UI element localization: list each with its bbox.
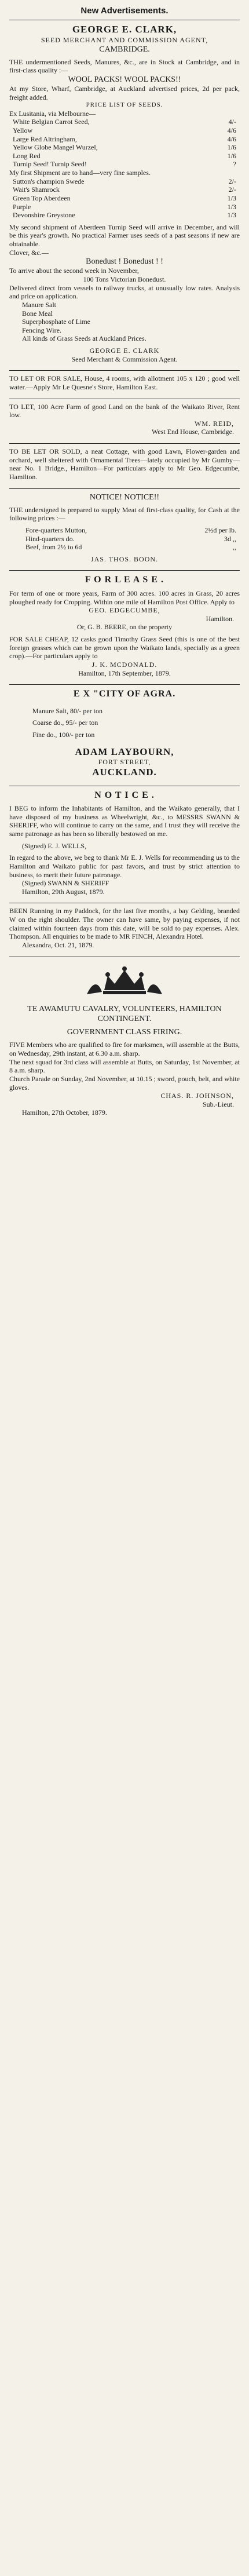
shipment-note: My first Shipment are to hand—very fine samples. bbox=[9, 169, 151, 177]
cavalry-subtitle: GOVERNMENT CLASS FIRING. bbox=[67, 1028, 182, 1037]
clark-signature: GEORGE E. CLARK bbox=[89, 346, 160, 355]
second-shipment: My second shipment of Aberdeen Turnip Seed will arrive in December, and will be this year's growth. No practical Farmer uses seeds of a past seasons if new are obtainable. bbox=[9, 222, 240, 249]
list-item: Sutton's champion Swede 2/- bbox=[13, 177, 236, 185]
gelding-date: Alexandra, Oct. 21, 1879. bbox=[22, 940, 94, 949]
seed-list bbox=[9, 118, 240, 169]
lease-signature: GEO. EDGECUMBE, bbox=[89, 606, 160, 615]
list-item: Purple 1/3 bbox=[13, 202, 236, 211]
list-item: Manure Salt, 80/- per ton bbox=[32, 706, 102, 715]
agra-price-list bbox=[9, 707, 240, 739]
lease-signature-place: Hamilton. bbox=[206, 614, 234, 623]
clover-note: Clover, &c.— bbox=[9, 248, 49, 257]
wheelwright-signed: (Signed) E. J. WELLS, bbox=[22, 841, 87, 850]
list-item: Fine do., 100/- per ton bbox=[32, 730, 95, 739]
section-header: New Advertisements. bbox=[9, 3, 240, 20]
clark-name: GEORGE E. CLARK, bbox=[72, 24, 177, 35]
cottage-ad bbox=[9, 444, 240, 489]
list-item: Coarse do., 95/- per ton bbox=[32, 718, 98, 727]
list-item: All kinds of Grass Seeds at Auckland Prices. bbox=[22, 334, 147, 343]
agra-signature-city: AUCKLAND. bbox=[92, 766, 157, 778]
price-intro: Ex Lusitania, via Melbourne— bbox=[9, 109, 96, 118]
clark-ad bbox=[9, 20, 240, 371]
meat-price-list bbox=[9, 526, 240, 552]
list-item: Devonshire Greystone 1/3 bbox=[13, 211, 236, 220]
gelding-body: BEEN Running in my Paddock, for the last five months, a bay Gelding, branded W on the right shoulder. The owner can have same, by paying expenses, if not claimed within fourteen days from this date, will be sold to pay expenses. Alex. Thompson. All enquiries to be made to MR FINCH, Alexandra Hotel. bbox=[9, 907, 240, 941]
cavalry-signature-rank: Sub.-Lieut. bbox=[203, 1100, 234, 1108]
meat-notice-ad bbox=[9, 489, 240, 571]
cavalry-body-1: FIVE Members who are qualified to fire for marksmen, will assemble at the Butts, on Wednesday, 29th instant, at 6.30 a.m. sharp. bbox=[9, 1041, 240, 1057]
agra-ad bbox=[9, 685, 240, 786]
cavalry-title: TE AWAMUTU CAVALRY, VOLUNTEERS, HAMILTON CONTINGENT. bbox=[27, 1005, 222, 1024]
lease-signature-alt: Or, G. B. BEERE, on the property bbox=[76, 623, 173, 632]
farm-ad bbox=[9, 399, 240, 444]
lease-ad bbox=[9, 571, 240, 685]
agra-signature: ADAM LAYBOURN, bbox=[75, 746, 174, 757]
delivered-note: Delivered direct from vessels to railway trucks, at unusually low rates. Analysis and price on application. bbox=[9, 283, 240, 301]
list-item: Hind-quarters do. 3d ,, bbox=[25, 534, 236, 543]
list-item: Fore-quarters Mutton, 2½d per lb. bbox=[25, 526, 236, 534]
list-item: Yellow Globe Mangel Wurzel, 1/6 bbox=[13, 143, 236, 152]
farm-body: TO LET, 100 Acre Farm of good Land on the bank of the Waikato River, Rent low. bbox=[9, 402, 240, 419]
wool-body: At my Store, Wharf, Cambridge, at Auckland advertised prices, 2d per pack, freight added. bbox=[9, 85, 240, 101]
wheelwright-date: Hamilton, 29th August, 1879. bbox=[22, 887, 105, 896]
farm-signature-address: West End House, Cambridge. bbox=[151, 428, 234, 436]
arrive-note: To arrive about the second week in November, bbox=[9, 267, 139, 275]
cavalry-signature: CHAS. R. JOHNSON, bbox=[160, 1092, 234, 1100]
cavalry-body-3: Church Parade on Sunday, 2nd November, at 10.15 ; sword, pouch, belt, and white gloves. bbox=[9, 1074, 240, 1092]
list-item: Manure Salt bbox=[22, 300, 56, 309]
house-ad bbox=[9, 371, 240, 399]
tons-note: 100 Tons Victorian Bonedust. bbox=[83, 275, 166, 284]
list-item: Fencing Wire. bbox=[22, 326, 61, 334]
wool-heading: WOOL PACKS! WOOL PACKS!! bbox=[68, 75, 181, 84]
list-item: Yellow 4/6 bbox=[13, 126, 236, 134]
list-item: Large Red Altringham, 4/6 bbox=[13, 134, 236, 143]
item-list bbox=[9, 301, 240, 343]
clark-place: CAMBRIDGE. bbox=[99, 45, 150, 54]
wheelwright-notice-body: I BEG to inform the Inhabitants of Hamilton, and the Waikato generally, that I have disposed of my business as Wheelwright, &c., to MESSRS SWANN & SHERIFF, who will continue to carry on the same, and I trust they will receive the same patronage as has been so liberally bestowed on me. bbox=[9, 804, 240, 838]
agra-title: E X "CITY OF AGRA. bbox=[73, 689, 176, 699]
list-item: Turnip Seed! Turnip Seed! ? bbox=[13, 160, 236, 169]
list-item: Wait's Shamrock 2/- bbox=[13, 185, 236, 194]
cavalry-body-2: The next squad for 3rd class will assemble at Butts, on Saturday, 1st November, at 8 a.m. sharp. bbox=[9, 1057, 240, 1075]
crown-emblem-icon bbox=[9, 961, 240, 1005]
list-item: Green Top Aberdeen 1/3 bbox=[13, 194, 236, 202]
lease-body: For term of one or more years, Farm of 300 acres. 100 acres in Grass, 20 acres ploughed ready for Cropping. Within one mile of Hamilton Post Office. Apply to bbox=[9, 589, 240, 606]
timothy-sale-signature: J. K. MCDONALD. bbox=[91, 660, 158, 669]
wheelwright-notice-ad bbox=[9, 786, 240, 904]
farm-signature: WM. REID, bbox=[195, 419, 234, 428]
agra-signature-street: FORT STREET, bbox=[98, 758, 151, 767]
cavalry-ad bbox=[9, 957, 240, 1124]
bonedust-heading: Bonedust ! Bonedust ! ! bbox=[86, 257, 163, 267]
clark-body: THE undermentioned Seeds, Manures, &c., are in Stock at Cambridge, and in first-class quality :— bbox=[9, 57, 240, 75]
meat-notice-body: THE undersigned is prepared to supply Meat of first-class quality, for Cash at the following prices :— bbox=[9, 505, 240, 523]
gelding-ad bbox=[9, 903, 240, 957]
cottage-body: TO BE LET OR SOLD, a neat Cottage, with good Lawn, Flower-garden and orchard, well sheltered with Ornamental Trees—lately occupied by Mr Gumby—near No. 1 Bridge., Hamilton—For particulars apply to Mr Geo. Edgecumbe, Hamilton. bbox=[9, 447, 240, 481]
clark-signature-title: Seed Merchant & Commission Agent. bbox=[71, 355, 178, 363]
lease-date: Hamilton, 17th September, 1879. bbox=[78, 669, 171, 677]
price-list-heading: PRICE LIST OF SEEDS. bbox=[86, 101, 163, 109]
meat-notice-signature: JAS. THOS. BOON. bbox=[90, 554, 159, 563]
meat-notice-title: NOTICE! NOTICE!! bbox=[89, 492, 160, 502]
turnip-list bbox=[9, 177, 240, 220]
list-item: Long Red 1/6 bbox=[13, 151, 236, 160]
list-item: Superphosphate of Lime bbox=[22, 318, 90, 326]
house-body: TO LET OR FOR SALE, House, 4 rooms, with allotment 105 x 120 ; good well water.—Apply Mr Le Quesne's Store, Hamilton East. bbox=[9, 374, 240, 391]
list-item: Bone Meal bbox=[22, 309, 53, 318]
list-item: White Belgian Carrot Seed, 4/- bbox=[13, 118, 236, 126]
list-item: Beef, from 2½ to 6d ,, bbox=[25, 543, 236, 552]
wheelwright-reply-signed: (Signed) SWANN & SHERIFF bbox=[22, 879, 109, 888]
timothy-sale-body: FOR SALE CHEAP, 12 casks good Timothy Grass Seed (this is one of the best foreign grasses which can be grown upon the Waikato lands, specially as a green crop).—For particulars apply to bbox=[9, 635, 240, 661]
wheelwright-reply: In regard to the above, we beg to thank Mr E. J. Wells for recommending us to the Hamilton and Waikato public for past favors, and trust by strict attention to business, to merit their future patronage. bbox=[9, 853, 240, 879]
clark-trade: SEED MERCHANT AND COMMISSION AGENT, bbox=[41, 36, 208, 45]
wheelwright-notice-title: N O T I C E . bbox=[94, 790, 155, 800]
lease-title: F O R L E A S E . bbox=[85, 575, 164, 585]
cavalry-date: Hamilton, 27th October, 1879. bbox=[22, 1108, 107, 1117]
